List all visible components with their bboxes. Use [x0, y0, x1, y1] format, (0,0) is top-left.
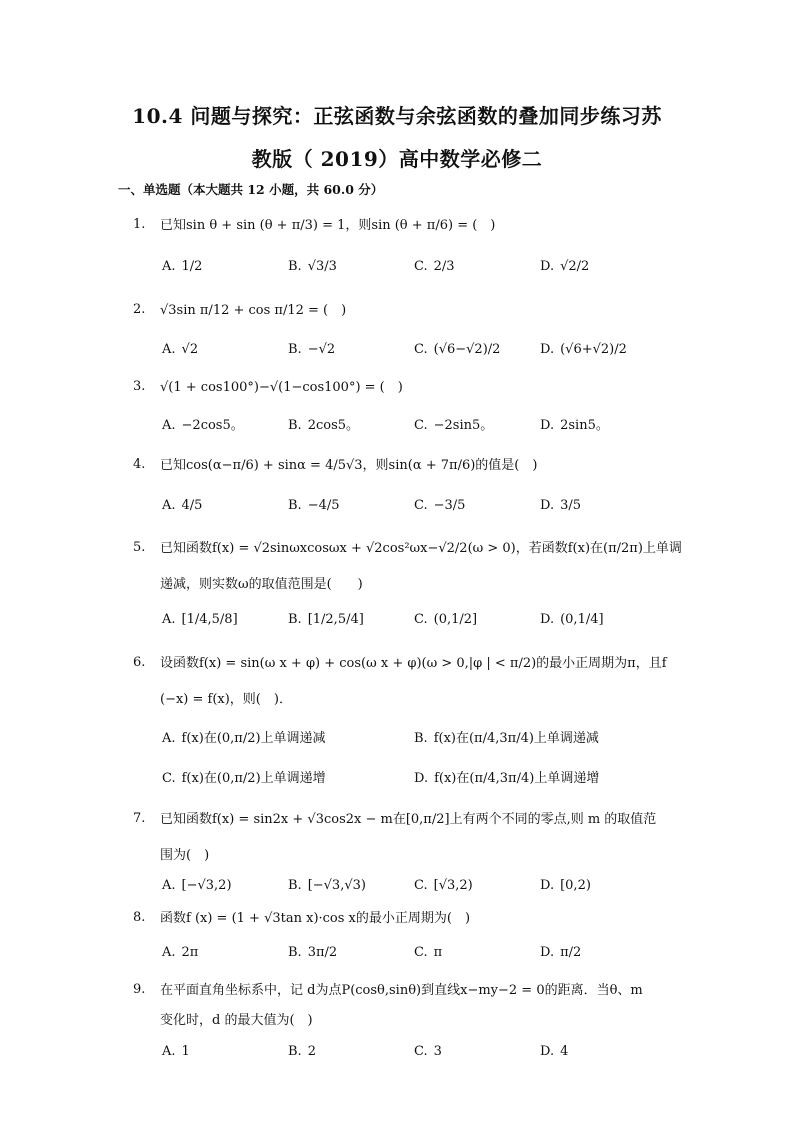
page-subtitle: 教版（ 2019）高中数学必修二	[251, 147, 543, 171]
option-c[interactable]	[414, 945, 442, 960]
option-letter: C.	[414, 945, 428, 960]
option-letter: D.	[540, 945, 555, 960]
option-c[interactable]	[414, 498, 465, 513]
option-letter: D.	[540, 1044, 555, 1059]
option-c[interactable]	[414, 612, 477, 627]
option-text: √2/2	[560, 259, 590, 274]
option-b[interactable]	[288, 342, 335, 357]
option-d[interactable]	[540, 259, 589, 274]
option-letter: A.	[162, 945, 176, 960]
option-text: [0,2)	[560, 878, 591, 893]
option-text: (0,1/2]	[433, 612, 478, 627]
question-text: √(1 + cos100°)−√(1−cos100°) = ( )	[160, 380, 403, 395]
option-text: 3π/2	[307, 945, 338, 960]
option-letter: C.	[414, 878, 428, 893]
question-number: 4.	[133, 457, 146, 472]
option-text: 4	[560, 1044, 569, 1059]
option-d[interactable]	[540, 498, 581, 513]
question-text: √3sin π/12 + cos π/12 = ( )	[160, 303, 347, 318]
option-text: 2π	[181, 945, 199, 960]
question-number: 9.	[133, 982, 146, 997]
option-letter: B.	[288, 498, 302, 513]
option-text: (√6−√2)/2	[433, 342, 501, 357]
option-text: [−√3,2)	[181, 878, 232, 893]
option-letter: B.	[288, 418, 302, 433]
option-c[interactable]	[414, 1044, 442, 1059]
option-text: (0,1/4]	[560, 612, 604, 627]
option-letter: C.	[414, 342, 428, 357]
option-text: f(x)在(0,π/2)上单调递减	[181, 731, 326, 746]
option-b[interactable]	[414, 727, 599, 746]
option-text: [1/2,5/4]	[307, 612, 364, 627]
option-letter: B.	[288, 945, 302, 960]
option-c[interactable]	[414, 342, 500, 357]
question-text: (−x) = f(x)，则( )．	[160, 692, 292, 707]
option-d[interactable]	[540, 1044, 568, 1059]
option-text: 2sin5。	[560, 418, 609, 433]
option-letter: D.	[540, 418, 555, 433]
question-text: 已知函数f(x) = √2sinωxcosωx + √2cos²ωx−√2/2(ω > 0)，若函数f(x)在(π/2π)上单调	[160, 541, 682, 556]
option-a[interactable]	[162, 498, 202, 513]
question-number: 7.	[133, 811, 146, 826]
option-b[interactable]	[288, 259, 337, 274]
question-text: 在平面直角坐标系中，记 d为点P(cosθ,sinθ)到直线x−my−2 = 0的距离．当θ、m	[160, 983, 643, 998]
option-a[interactable]	[162, 414, 244, 433]
option-a[interactable]	[162, 1044, 190, 1059]
page-title: 10.4 问题与探究：正弦函数与余弦函数的叠加同步练习苏	[132, 104, 662, 128]
option-b[interactable]	[288, 498, 340, 513]
option-c[interactable]	[414, 878, 473, 893]
option-text: 4/5	[181, 498, 203, 513]
option-b[interactable]	[288, 945, 337, 960]
question-text: 变化时，d 的最大值为( )	[160, 1013, 313, 1028]
question-text: 已知函数f(x) = sin2x + √3cos2x − m在[0,π/2]上有两个不同的零点,则 m 的取值范	[160, 812, 657, 827]
option-letter: C.	[414, 1044, 428, 1059]
option-a[interactable]	[162, 342, 198, 357]
option-text: √3/3	[307, 259, 337, 274]
option-text: 1/2	[181, 259, 203, 274]
question-text: 递减，则实数ω的取值范围是( )	[160, 577, 363, 592]
option-text: (√6+√2)/2	[560, 342, 627, 357]
option-text: 3/5	[560, 498, 582, 513]
option-a[interactable]	[162, 259, 202, 274]
option-letter: A.	[162, 498, 176, 513]
option-letter: B.	[414, 731, 428, 746]
option-text: −2sin5。	[433, 418, 494, 433]
option-text: f(x)在(π/4,3π/4)上单调递减	[433, 731, 599, 746]
option-text: [1/4,5/8]	[181, 612, 238, 627]
option-text: π/2	[560, 945, 582, 960]
option-a[interactable]	[162, 612, 238, 627]
option-d[interactable]	[540, 878, 591, 893]
question-number: 2.	[133, 302, 146, 317]
option-text: 2	[307, 1044, 316, 1059]
option-d[interactable]	[540, 414, 609, 433]
option-text: 2/3	[433, 259, 455, 274]
option-text: −3/5	[433, 498, 466, 513]
option-letter: B.	[288, 259, 302, 274]
question-text: 已知sin θ + sin (θ + π/3) = 1，则sin (θ + π/6) = ( )	[160, 218, 496, 233]
option-text: −2cos5。	[181, 418, 244, 433]
option-text: −√2	[307, 342, 336, 357]
option-b[interactable]	[288, 878, 366, 893]
option-text: 3	[433, 1044, 442, 1059]
option-d[interactable]	[540, 945, 581, 960]
section-heading: 一、单选题（本大题共 12 小题，共 60.0 分）	[118, 182, 384, 197]
option-letter: C.	[162, 771, 176, 786]
question-number: 5.	[133, 540, 146, 555]
option-letter: D.	[540, 259, 555, 274]
option-text: f(x)在(0,π/2)上单调递增	[181, 771, 326, 786]
question-text: 设函数f(x) = sin(ω x + φ) + cos(ω x + φ)(ω > 0,|φ | < π/2)的最小正周期为π，且f	[160, 656, 667, 671]
option-text: [−√3,√3)	[307, 878, 366, 893]
option-c[interactable]	[414, 259, 455, 274]
option-text: π	[433, 945, 443, 960]
option-letter: A.	[162, 259, 176, 274]
option-c[interactable]	[162, 767, 326, 786]
option-letter: D.	[414, 771, 429, 786]
option-letter: D.	[540, 342, 555, 357]
option-c[interactable]	[414, 414, 493, 433]
option-letter: A.	[162, 731, 176, 746]
option-text: [√3,2)	[433, 878, 473, 893]
option-letter: D.	[540, 612, 555, 627]
option-text: −4/5	[307, 498, 340, 513]
option-letter: B.	[288, 878, 302, 893]
question-text: 围为( )	[160, 848, 210, 863]
option-letter: A.	[162, 878, 176, 893]
option-d[interactable]	[540, 342, 627, 357]
option-letter: A.	[162, 342, 176, 357]
option-letter: C.	[414, 418, 428, 433]
option-a[interactable]	[162, 878, 232, 893]
option-letter: D.	[540, 878, 555, 893]
option-text: 1	[181, 1044, 190, 1059]
option-a[interactable]	[162, 945, 198, 960]
option-a[interactable]	[162, 727, 326, 746]
option-d[interactable]	[540, 612, 604, 627]
option-letter: A.	[162, 1044, 176, 1059]
option-letter: A.	[162, 418, 176, 433]
option-b[interactable]	[288, 612, 364, 627]
option-letter: C.	[414, 259, 428, 274]
question-text: 已知cos(α−π/6) + sinα = 4/5√3，则sin(α + 7π/6)的值是( )	[160, 458, 538, 473]
question-number: 3.	[133, 379, 146, 394]
option-text: √2	[181, 342, 199, 357]
option-letter: B.	[288, 1044, 302, 1059]
option-letter: C.	[414, 498, 428, 513]
option-letter: B.	[288, 342, 302, 357]
question-text: 函数f (x) = (1 + √3tan x)·cos x的最小正周期为( )	[160, 911, 471, 926]
option-letter: C.	[414, 612, 428, 627]
option-letter: B.	[288, 612, 302, 627]
option-letter: A.	[162, 612, 176, 627]
question-number: 6.	[133, 655, 146, 670]
option-letter: D.	[540, 498, 555, 513]
question-number: 1.	[133, 217, 146, 232]
option-text: f(x)在(π/4,3π/4)上单调递增	[434, 771, 600, 786]
question-number: 8.	[133, 910, 146, 925]
option-text: 2cos5。	[307, 418, 360, 433]
option-b[interactable]	[288, 1044, 316, 1059]
option-b[interactable]	[288, 414, 359, 433]
option-d[interactable]	[414, 767, 599, 786]
